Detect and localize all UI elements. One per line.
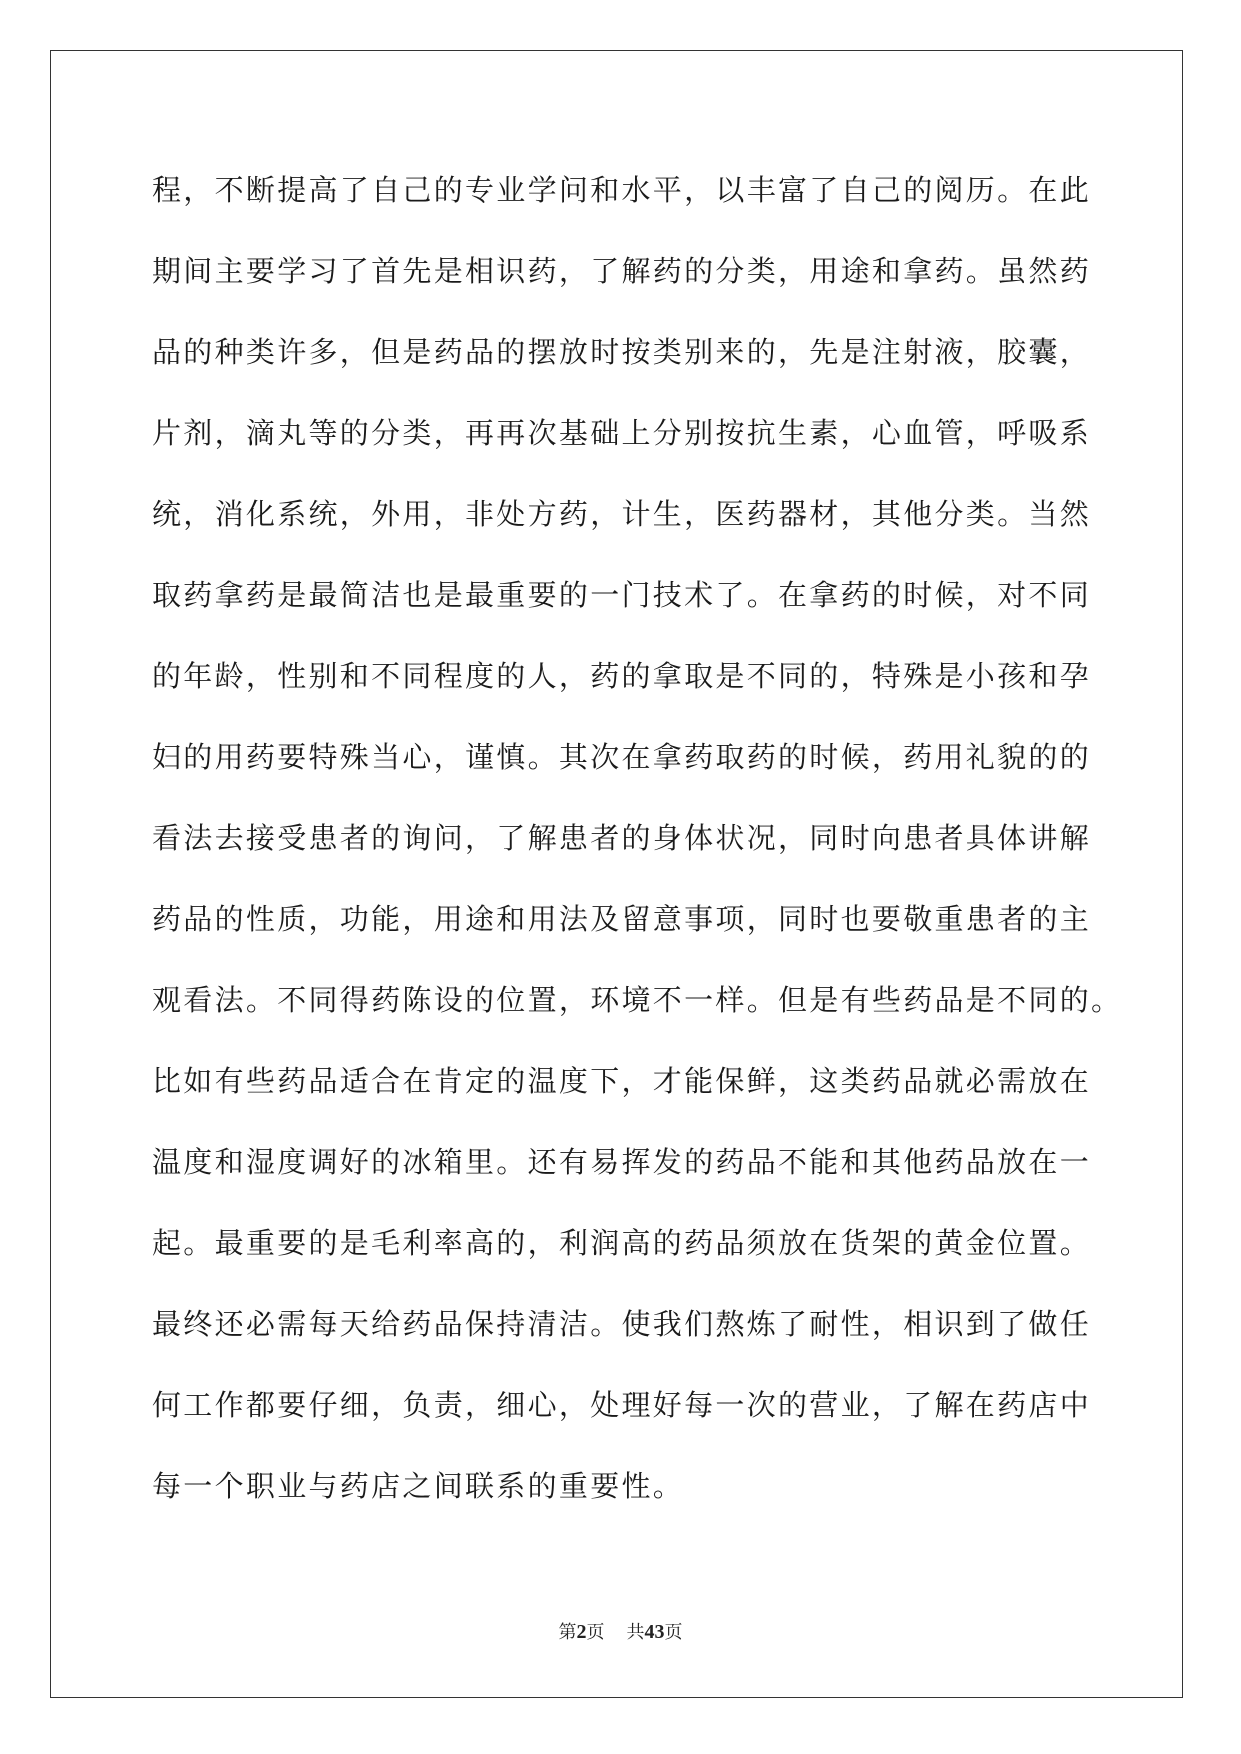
text-line: 药品的性质，功能，用途和用法及留意事项，同时也要敬重患者的主: [152, 902, 1092, 936]
text-line: 的年龄，性别和不同程度的人，药的拿取是不同的，特殊是小孩和孕: [152, 659, 1092, 693]
text-line: 看法去接受患者的询问，了解患者的身体状况，同时向患者具体讲解: [152, 821, 1092, 855]
text-line: 比如有些药品适合在肯定的温度下，才能保鲜，这类药品就必需放在: [152, 1064, 1092, 1098]
document-body: [152, 162, 1123, 1539]
text-line: 品的种类许多，但是药品的摆放时按类别来的，先是注射液，胶囊，: [152, 335, 1092, 369]
current-page-number: 2: [576, 1621, 587, 1643]
text-line: 程，不断提高了自己的专业学问和水平，以丰富了自己的阅历。在此: [152, 173, 1092, 207]
text-line: 最终还必需每天给药品保持清洁。使我们熬炼了耐性，相识到了做任: [152, 1307, 1092, 1341]
text-line: 取药拿药是最简洁也是最重要的一门技术了。在拿药的时候，对不同: [152, 578, 1092, 612]
text-line: 期间主要学习了首先是相识药，了解药的分类，用途和拿药。虽然药: [152, 254, 1092, 288]
text-line: 温度和湿度调好的冰箱里。还有易挥发的药品不能和其他药品放在一: [152, 1145, 1092, 1179]
text-line: 每一个职业与药店之间联系的重要性。: [152, 1469, 685, 1503]
text-line: 妇的用药要特殊当心，谨慎。其次在拿药取药的时候，药用礼貌的的: [152, 740, 1092, 774]
text-line: 统，消化系统，外用，非处方药，计生，医药器材，其他分类。当然: [152, 497, 1092, 531]
text-line: 片剂，滴丸等的分类，再再次基础上分别按抗生素，心血管，呼吸系: [152, 416, 1092, 450]
text-line: 观看法。不同得药陈设的位置，环境不一样。但是有些药品是不同的。: [152, 983, 1123, 1017]
text-line: 起。最重要的是毛利率高的，利润高的药品须放在货架的黄金位置。: [152, 1226, 1092, 1260]
total-suffix: 页: [664, 1622, 683, 1643]
page-suffix: 页: [586, 1622, 605, 1643]
total-prefix: 共: [626, 1622, 645, 1643]
page-footer: [0, 1620, 1241, 1645]
text-line: 何工作都要仔细，负责，细心，处理好每一次的营业，了解在药店中: [152, 1388, 1092, 1422]
page-prefix: 第: [558, 1622, 577, 1643]
total-page-count: 43: [644, 1621, 665, 1643]
